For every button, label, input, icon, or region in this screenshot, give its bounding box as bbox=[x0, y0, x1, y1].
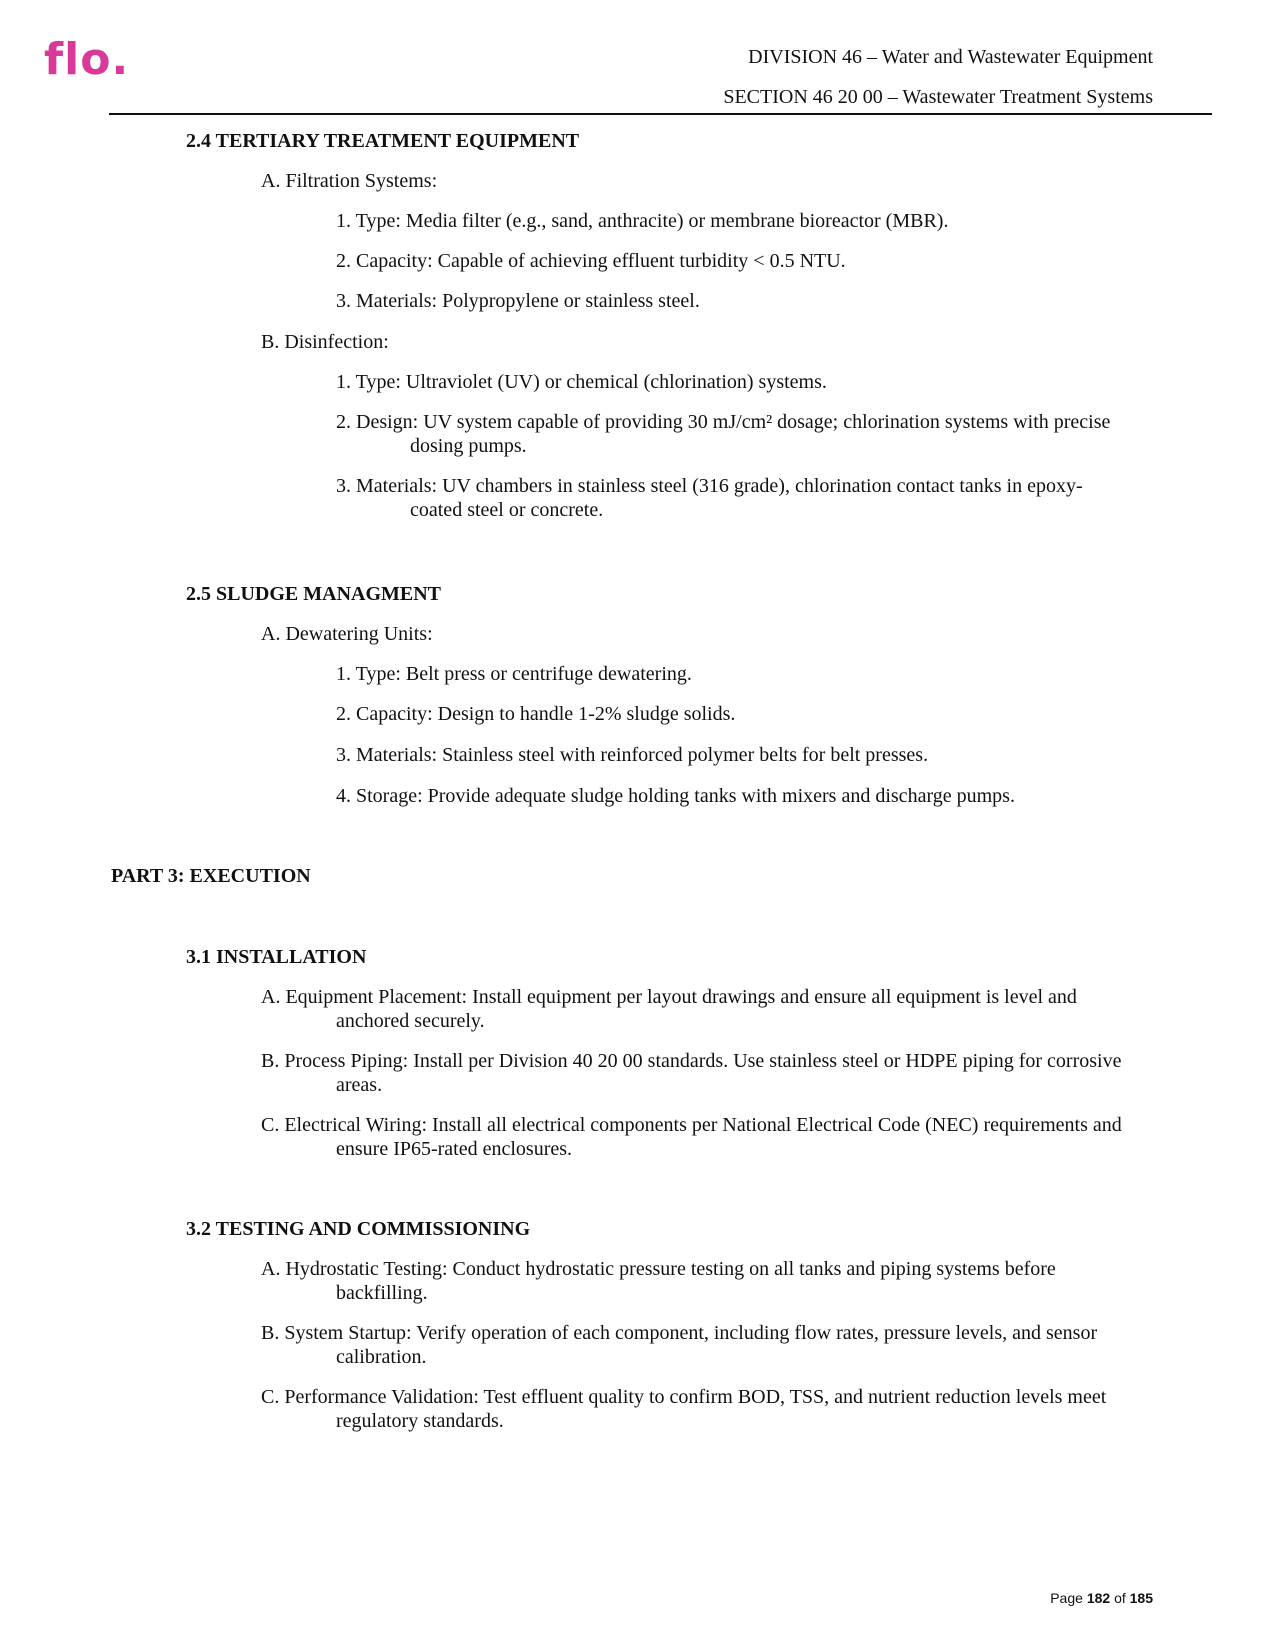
list-item-continuation: backfilling. bbox=[336, 1282, 428, 1304]
list-item: 1. Type: Belt press or centrifuge dewatering. bbox=[336, 663, 692, 685]
section-title: SECTION 46 20 00 – Wastewater Treatment Systems bbox=[723, 86, 1153, 108]
list-item: 2. Capacity: Design to handle 1-2% sludge solids. bbox=[336, 703, 736, 725]
dewatering-units-label: A. Dewatering Units: bbox=[261, 623, 433, 645]
list-item-continuation: ensure IP65-rated enclosures. bbox=[336, 1138, 573, 1160]
list-item: 1. Type: Ultraviolet (UV) or chemical (chlorination) systems. bbox=[336, 371, 827, 393]
disinfection-label: B. Disinfection: bbox=[261, 331, 389, 353]
list-item: B. System Startup: Verify operation of each component, including flow rates, pressure levels, and sensor bbox=[261, 1322, 1098, 1344]
page-word: Page bbox=[1050, 1590, 1083, 1606]
section-2-4-heading: 2.4 TERTIARY TREATMENT EQUIPMENT bbox=[186, 130, 580, 152]
list-item-continuation: calibration. bbox=[336, 1346, 427, 1368]
list-item: 3. Materials: Polypropylene or stainless steel. bbox=[336, 290, 700, 312]
list-item: C. Electrical Wiring: Install all electrical components per National Electrical Code (NEC) requirements and bbox=[261, 1114, 1122, 1136]
list-item: 2. Capacity: Capable of achieving effluent turbidity < 0.5 NTU. bbox=[336, 250, 846, 272]
list-item: A. Equipment Placement: Install equipment per layout drawings and ensure all equipment is level and bbox=[261, 986, 1077, 1008]
list-item: 2. Design: UV system capable of providing 30 mJ/cm² dosage; chlorination systems with precise bbox=[336, 411, 1111, 433]
section-2-5-heading: 2.5 SLUDGE MANAGMENT bbox=[186, 583, 442, 605]
list-item: A. Hydrostatic Testing: Conduct hydrostatic pressure testing on all tanks and piping systems before bbox=[261, 1258, 1056, 1280]
section-3-1-heading: 3.1 INSTALLATION bbox=[186, 946, 367, 968]
section-3-2-heading: 3.2 TESTING AND COMMISSIONING bbox=[186, 1218, 531, 1240]
list-item-continuation: anchored securely. bbox=[336, 1010, 485, 1032]
header-rule bbox=[109, 113, 1212, 115]
list-item: C. Performance Validation: Test effluent quality to confirm BOD, TSS, and nutrient reduction levels meet bbox=[261, 1386, 1107, 1408]
list-item-continuation: areas. bbox=[336, 1074, 383, 1096]
flo-logo: flo. bbox=[44, 34, 130, 85]
list-item: 3. Materials: UV chambers in stainless steel (316 grade), chlorination contact tanks in epoxy- bbox=[336, 475, 1083, 497]
list-item: B. Process Piping: Install per Division 40 20 00 standards. Use stainless steel or HDPE piping for corrosive bbox=[261, 1050, 1122, 1072]
page-number bbox=[1050, 1590, 1153, 1606]
part-3-heading: PART 3: EXECUTION bbox=[111, 865, 311, 887]
list-item: 3. Materials: Stainless steel with reinforced polymer belts for belt presses. bbox=[336, 744, 929, 766]
list-item: 4. Storage: Provide adequate sludge holding tanks with mixers and discharge pumps. bbox=[336, 785, 1015, 807]
filtration-systems-label: A. Filtration Systems: bbox=[261, 170, 438, 192]
list-item-continuation: dosing pumps. bbox=[410, 435, 527, 457]
current-page: 182 bbox=[1086, 1590, 1111, 1606]
total-pages: 185 bbox=[1129, 1590, 1153, 1606]
of-word: of bbox=[1114, 1590, 1126, 1606]
list-item: 1. Type: Media filter (e.g., sand, anthracite) or membrane bioreactor (MBR). bbox=[336, 210, 949, 232]
division-title: DIVISION 46 – Water and Wastewater Equipment bbox=[748, 46, 1153, 68]
list-item-continuation: regulatory standards. bbox=[336, 1410, 504, 1432]
list-item-continuation: coated steel or concrete. bbox=[410, 499, 604, 521]
